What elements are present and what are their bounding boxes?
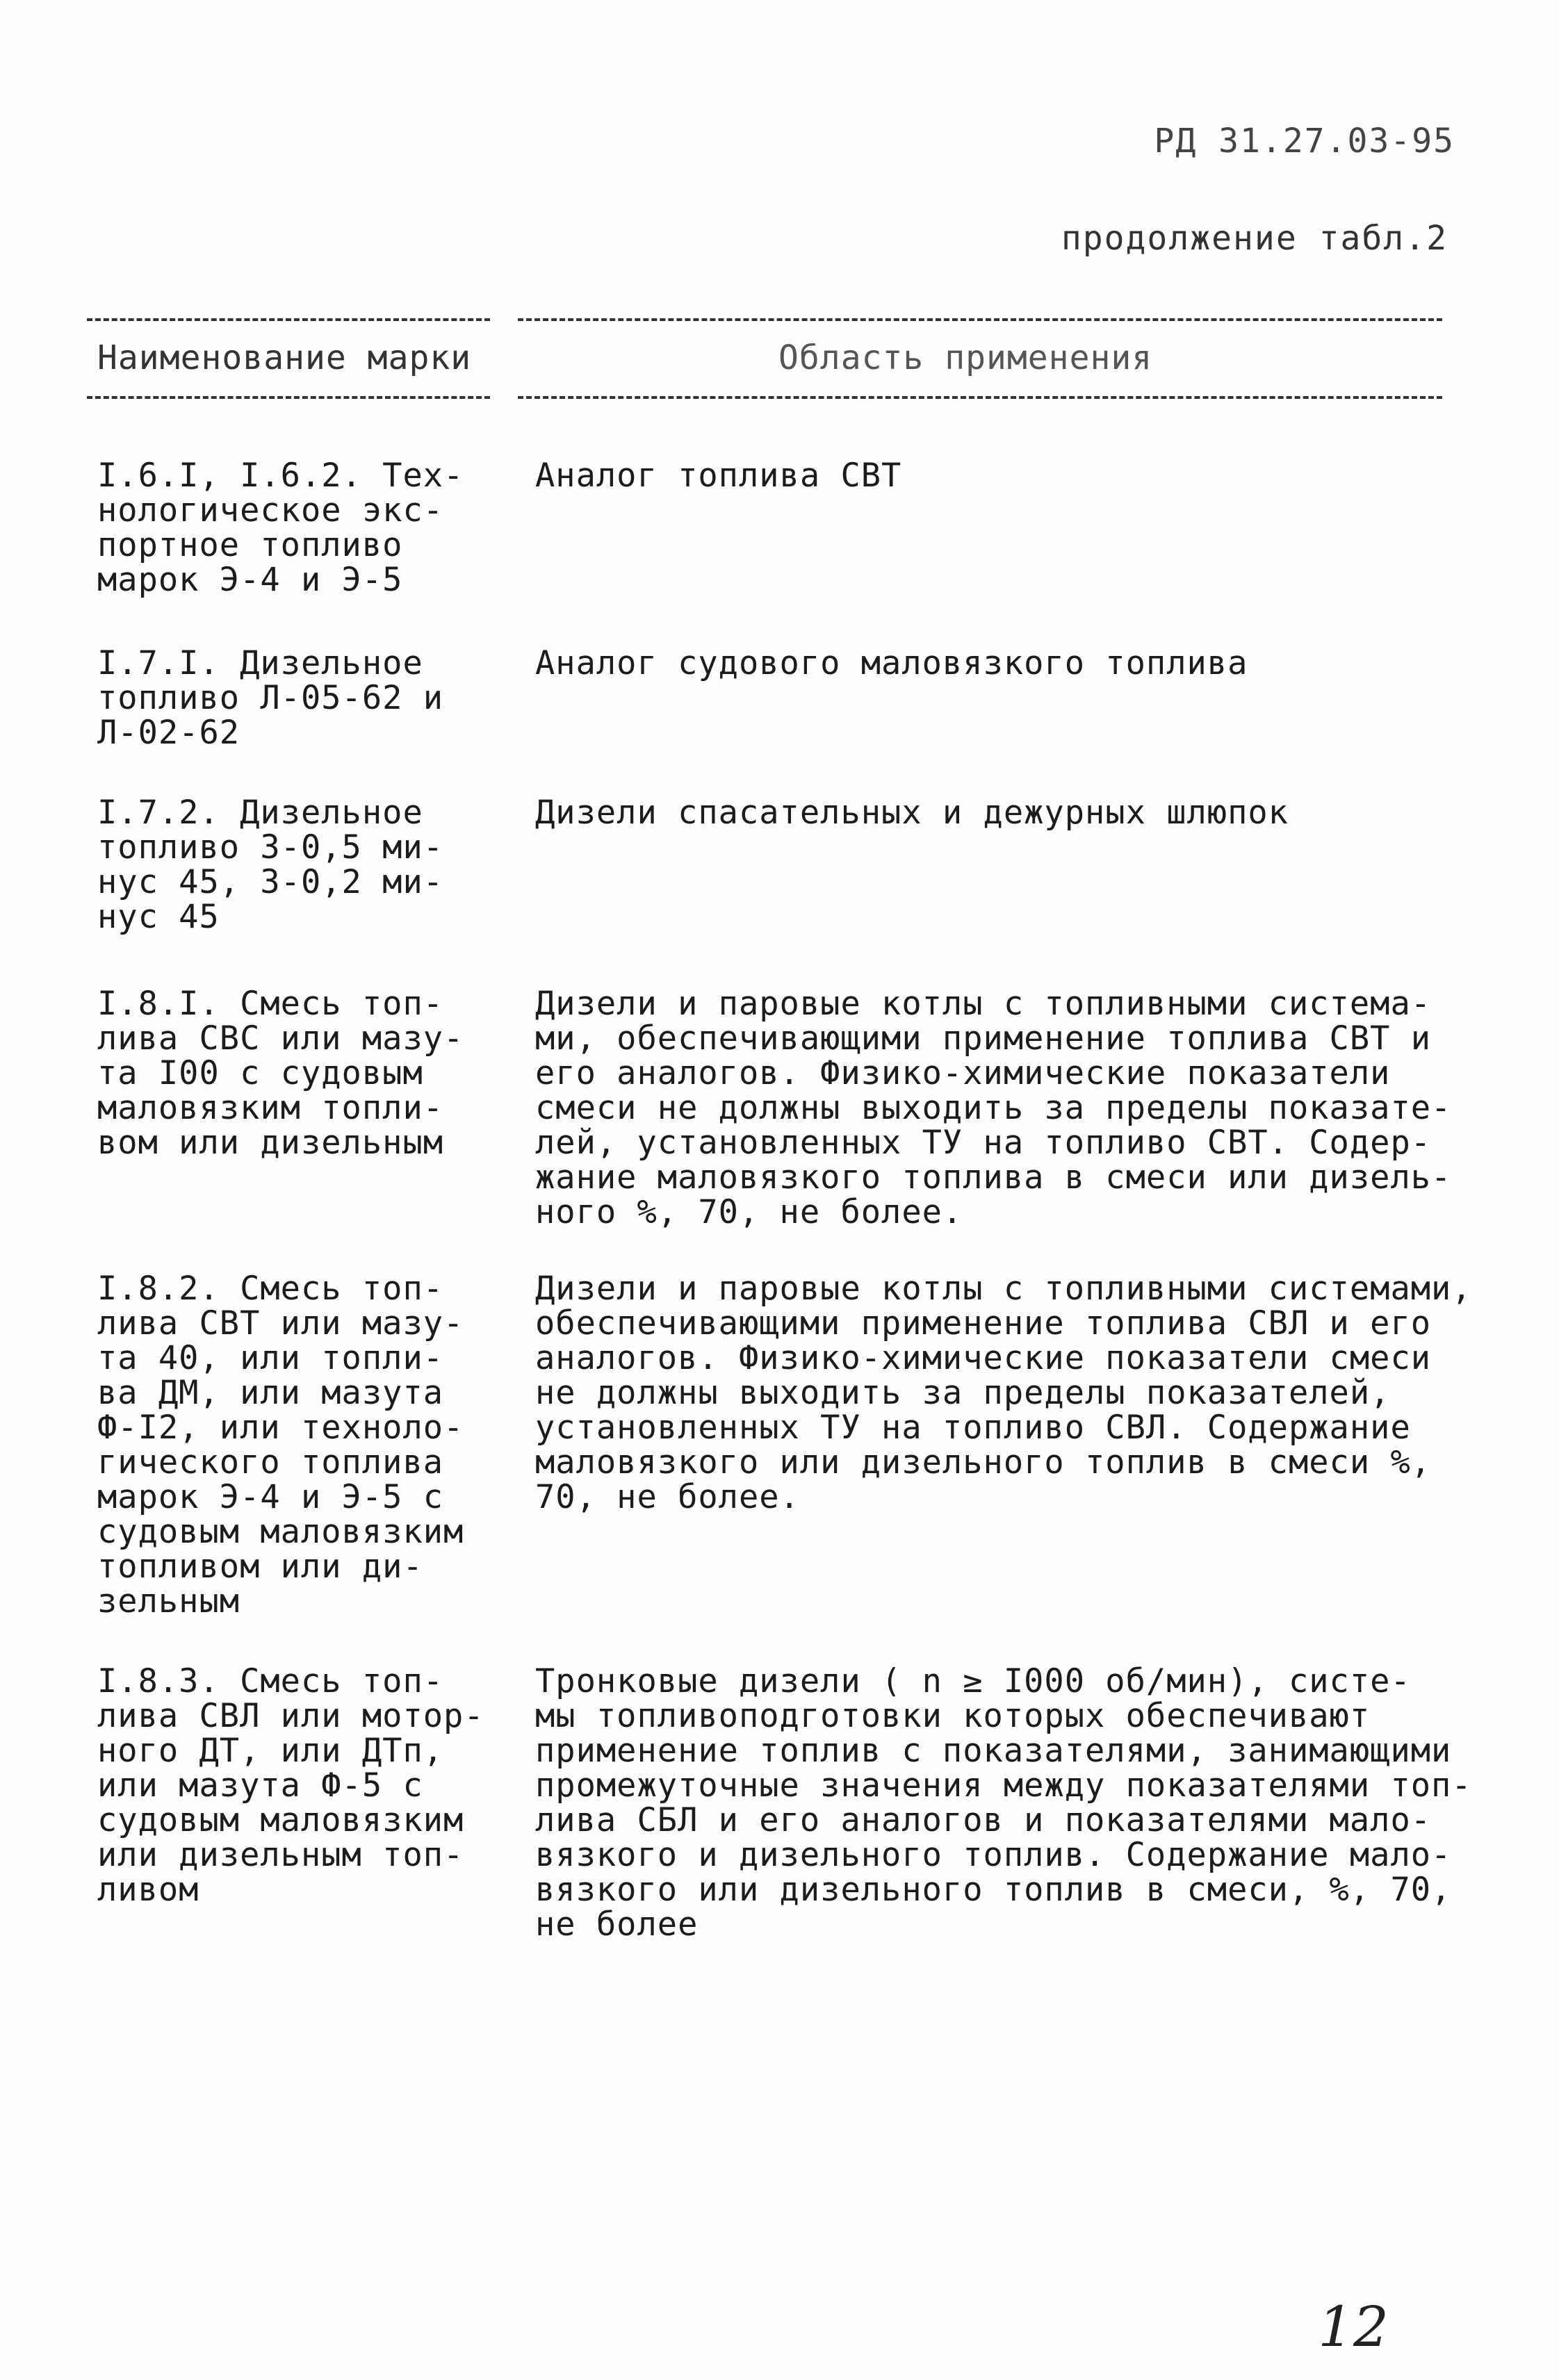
row-area-cell: Аналог судового маловязкого топлива [535,644,1248,682]
row-area-cell: Тронковые дизели ( n ≥ I000 об/мин), систе- мы топливоподготовки которых обеспечивают применение топлив с показателями, занимающими промежуточные значения между показателями топ- лива СБЛ и его аналогов и показателями мало- вязкого и дизельного топлив. Содержание мало- вязкого или дизельного топлив в смеси, %, 70, не более [535,1662,1472,1944]
row-name-cell: I.7.I. Дизельное топливо Л-05-62 и Л-02-62 [97,644,444,752]
table-top-rule-left [87,318,490,321]
row-area-cell: Аналог топлива СВТ [535,457,902,495]
column-header-area: Область применения [778,338,1153,377]
table-header-rule-right [518,396,1442,399]
row-area-cell: Дизели и паровые котлы с топливными системами, обеспечивающими применение топлива СВЛ и его аналогов. Физико-химические показатели смеси не должны выходить за пределы показателей, установленных ТУ на топливо СВЛ. Содержание маловязкого или дизельного топлив в смеси %, 70, не более. [535,1270,1472,1516]
document-code: РД 31.27.03-95 [1154,122,1455,161]
row-name-cell: I.8.3. Смесь топ- лива СВЛ или мотор- ного ДТ, или ДТп, или мазута Ф-5 с судовым маловязким или дизельным топ- ливом [97,1662,484,1909]
row-name-cell: I.7.2. Дизельное топливо 3-0,5 ми- нус 45, 3-0,2 ми- нус 45 [97,794,444,936]
table-header-rule-left [87,396,490,399]
table-continuation-label: продолжение табл.2 [1061,219,1448,258]
row-name-cell: I.6.I, I.6.2. Тех- нологическое экс- портное топливо марок Э-4 и Э-5 [97,457,464,599]
row-area-cell: Дизели и паровые котлы с топливными система- ми, обеспечивающими применение топлива СВТ и его аналогов. Физико-химические показатели смеси не должны выходить за пределы показате- лей, установленных ТУ на топливо СВТ. Содер- жание маловязкого топлива в смеси или дизель- ного %, 70, не более. [535,985,1452,1231]
page-number: 12 [1318,2295,1389,2359]
column-header-name: Наименование марки [97,338,472,377]
row-area-cell: Дизели спасательных и дежурных шлюпок [535,794,1289,832]
table-top-rule-right [518,318,1442,321]
row-name-cell: I.8.I. Смесь топ- лива СВС или мазу- та I00 с судовым маловязким топли- вом или дизельным [97,985,464,1162]
row-name-cell: I.8.2. Смесь топ- лива СВТ или мазу- та 40, или топли- ва ДМ, или мазута Ф-I2, или техноло- гического топлива марок Э-4 и Э-5 с судовым маловязким топливом или ди- зельным [97,1270,464,1620]
